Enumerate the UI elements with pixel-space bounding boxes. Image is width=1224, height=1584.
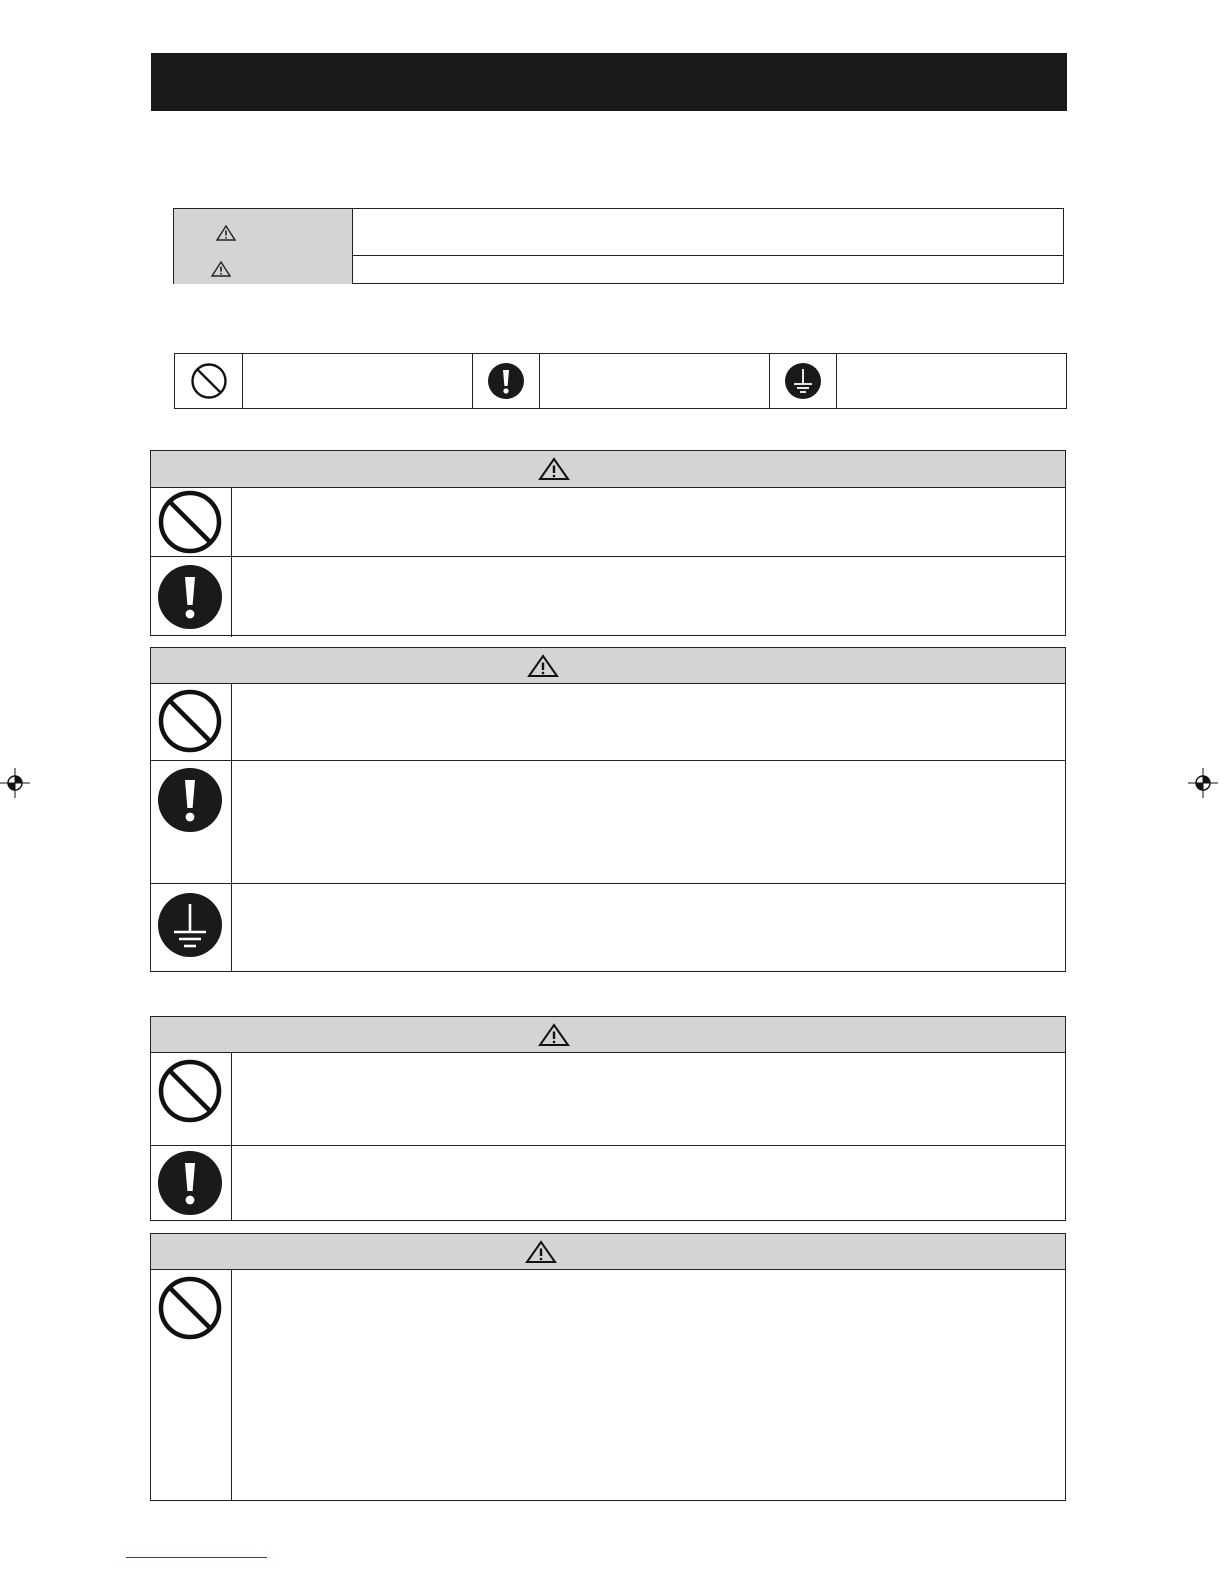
mandatory-action-icon: [487, 362, 525, 400]
key-icon-cell: [175, 354, 243, 408]
warning-box-header: [151, 1234, 1065, 1270]
warning-box: [150, 1016, 1066, 1221]
prohibited-icon: [190, 362, 228, 400]
signal-word-legend: [173, 208, 1064, 284]
row-icon-cell: [151, 884, 232, 972]
page-title-bar: [151, 53, 1067, 111]
warning-box-header: [151, 1017, 1065, 1053]
instruction-row: [151, 1145, 1065, 1221]
prohibited-icon: [157, 688, 223, 754]
warning-triangle-icon: [216, 225, 236, 241]
warning-triangle-icon: [538, 1023, 570, 1047]
row-icon-cell: [151, 1146, 232, 1221]
prohibited-icon: [157, 1058, 223, 1124]
instruction-row: [151, 1269, 1065, 1500]
legend-row-caution: [174, 255, 1063, 284]
key-text-cell: [539, 354, 770, 408]
instruction-row: [151, 556, 1065, 637]
symbol-key-table: [174, 353, 1067, 409]
key-icon-cell: [472, 354, 540, 408]
warning-box-header: [151, 451, 1065, 488]
warning-triangle-icon: [525, 1240, 557, 1264]
mandatory-action-icon: [157, 1150, 223, 1216]
warning-box: [150, 1233, 1066, 1501]
row-icon-cell: [151, 683, 232, 760]
ground-icon: [157, 892, 223, 958]
key-text-cell: [836, 354, 1066, 408]
row-icon-cell: [151, 1052, 232, 1145]
legend-label-cell: [174, 255, 353, 284]
footer-divider-line: [126, 1557, 267, 1558]
warning-box: [150, 647, 1066, 972]
warning-triangle-icon: [527, 654, 559, 678]
legend-label-cell: [174, 209, 353, 255]
row-icon-cell: [151, 1269, 232, 1500]
registration-crosshair-icon: [1188, 768, 1218, 798]
mandatory-action-icon: [157, 767, 223, 833]
instruction-row: [151, 487, 1065, 556]
warning-triangle-icon: [211, 261, 231, 277]
legend-row-warning: [174, 209, 1063, 256]
prohibited-icon: [157, 1275, 223, 1341]
ground-icon: [784, 362, 822, 400]
row-icon-cell: [151, 761, 232, 884]
key-icon-cell: [769, 354, 837, 408]
warning-box: [150, 450, 1066, 636]
row-icon-cell: [151, 487, 232, 556]
warning-triangle-icon: [538, 457, 570, 481]
instruction-row: [151, 883, 1065, 972]
prohibited-icon: [157, 489, 223, 555]
warning-box-header: [151, 648, 1065, 684]
registration-crosshair-icon: [0, 768, 30, 798]
instruction-row: [151, 683, 1065, 760]
instruction-row: [151, 760, 1065, 884]
row-icon-cell: [151, 557, 232, 637]
mandatory-action-icon: [157, 564, 223, 630]
instruction-row: [151, 1052, 1065, 1145]
key-text-cell: [242, 354, 473, 408]
